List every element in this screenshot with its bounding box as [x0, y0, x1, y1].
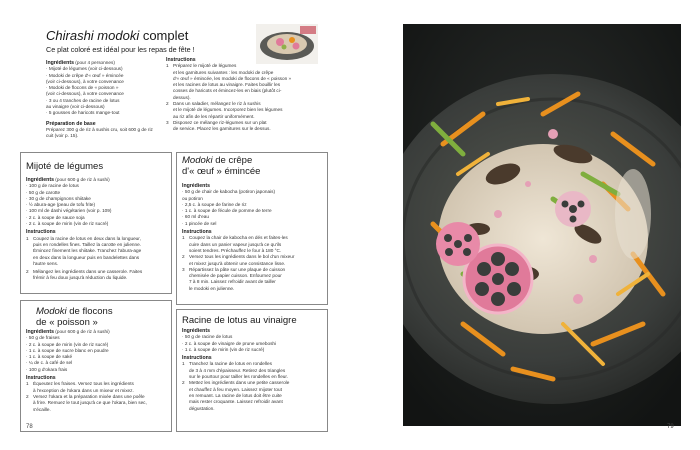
- list-item: · 1 c. à soupe de saké: [26, 354, 73, 360]
- list-item: 2 Mettez les ingrédients dans une petite casserole et chauffez à feu moyen. Laissez mijoter tout en remuant. La racine de lotus doit être cuite mais rester croquante. Laissez refroidir avant dégustation.: [182, 380, 290, 411]
- food-photo: [403, 24, 681, 426]
- list-item: · Mijoté de légumes (voir ci-dessous): [46, 66, 123, 72]
- recipe-subtitle: Ce plat coloré est idéal pour les repas de fête !: [46, 45, 195, 54]
- list-item: · 60 ml d'eau: [182, 214, 209, 220]
- list-item: ou potiron: [182, 195, 203, 201]
- list-item: (voir ci-dessous), à votre convenance: [46, 91, 124, 97]
- crepe-instructions-heading: Instructions: [182, 229, 212, 236]
- list-item: 1 Coupez la chair de kabocha en dés et faites-les cuire dans un panier vapeur jusqu'à ce qu'ils soient tendres. Préchauffez le four à 180 °C.: [182, 235, 288, 253]
- list-item: 3 Disposez ce mélange riz-légumes sur un plat de service. Placez les garnitures sur le dessus.: [166, 119, 271, 132]
- mijote-instructions-heading: Instructions: [26, 229, 56, 236]
- main-ingredient-list: [46, 66, 161, 116]
- list-item: · 2 c. à soupe de sauce soja: [26, 214, 85, 220]
- list-item: au vinaigre (voir ci-dessous): [46, 104, 105, 110]
- flocons-title-line2: de « poisson »: [36, 317, 98, 328]
- list-item: · 2 c. à soupe de mirin (vin de riz sucré): [26, 221, 109, 227]
- title-rest: complet: [139, 28, 189, 43]
- list-item: · ¼ de c. à café de sel: [26, 360, 73, 366]
- list-item: 1 Équeutez les fraises. Versez tous les ingrédients à l'exception de l'okara dans un mixeur et mixez.: [26, 381, 134, 393]
- recipe-title: [46, 28, 188, 43]
- prep-text: Préparez 300 g de riz à sushis cru, soit 600 g de riz: [46, 126, 153, 132]
- mijote-ingredients-heading: Ingrédients: [26, 177, 54, 183]
- lotus-instructions-heading: Instructions: [182, 355, 212, 362]
- list-item: · 100 ml de dashi végétarien (voir p. 109): [26, 208, 112, 214]
- lotus-ingredient-list: [182, 334, 322, 353]
- list-item: · 50 g de carotte: [26, 189, 61, 195]
- list-item: · 1 c. à soupe de fécule de pomme de terre: [182, 208, 272, 214]
- main-instruction-list: [166, 63, 326, 132]
- list-item: · 100 g d'okara frais: [26, 366, 68, 372]
- list-item: 1 Coupez la racine de lotus en deux dans la longueur, puis en rondelles fines. Taillez la carotte en julienne. Émincez finement les shiitake. Tranchez l'abura-age en deux dans la longueur puis en bandelettes dans l'autre sens.: [26, 235, 142, 266]
- flocons-box: [20, 300, 172, 432]
- flocons-ingredients-heading: Ingrédients: [26, 329, 54, 335]
- main-ingredients-heading: Ingrédients: [46, 60, 74, 66]
- main-ingredients-note: (pour 4 personnes): [73, 60, 115, 65]
- list-item: 2 Mélangez les ingrédients dans une casserole. Faites frémir à feu doux jusqu'à réduction du liquide.: [26, 269, 143, 281]
- list-item: · 50 g de racine de lotus: [182, 334, 233, 340]
- list-item: 2 Versez l'okara et la préparation mixée dans une poêle à frire. Remuez le tout jusqu'à ce que l'okara, bien sec, s'écaille.: [26, 393, 147, 412]
- list-item: · ½ abura-age (peau de tofu frite): [26, 202, 96, 208]
- lotus-box: [176, 309, 328, 432]
- list-item: · Modoki de crêpe d'« œuf » émincée: [46, 72, 124, 78]
- list-item: · Modoki de flocons de « poisson »: [46, 85, 119, 91]
- list-item: 1 Préparez le mijoté de légumes et les garnitures suivantes : les modoki de crêpe d'« œuf » émincée, les modoki de flocons de « poisson » et les racines de lotus au vinaigre. Faites bouillir les cosses de haricots et émincez-les en biais (plutôt ci- dessus).: [166, 63, 292, 100]
- list-item: · 2,5 c. à soupe de farine de riz: [182, 201, 247, 207]
- flocons-ingredient-list: [26, 335, 166, 373]
- list-item: (voir ci-dessous), à votre convenance: [46, 78, 124, 84]
- crepe-ingredient-list: [182, 189, 322, 227]
- list-item: · 2 c. à soupe de mirin (vin de riz sucré): [26, 341, 109, 347]
- main-instructions: [166, 57, 326, 133]
- mijote-box: [20, 152, 172, 294]
- lotus-instruction-list: [182, 361, 322, 411]
- list-item: · 50 g de chair de kabocha (potiron japonais): [182, 189, 276, 195]
- main-ingredients: [46, 60, 161, 140]
- flocons-instruction-list: [26, 381, 166, 412]
- page-number-right: 79: [667, 424, 674, 430]
- list-item: 2 Versez tous les ingrédients dans le bol d'un mixeur et mixez jusqu'à obtenir une consistance lisse.: [182, 254, 295, 266]
- main-instructions-heading: Instructions: [166, 57, 196, 63]
- crepe-title: Modoki de crêpe: [182, 155, 253, 166]
- mijote-instruction-list: [26, 236, 166, 282]
- mijote-ingredients-note: (pour 600 g de riz à sushi): [53, 177, 110, 182]
- list-item: · 1 c. à soupe de mirin (vin de riz sucré): [182, 346, 265, 352]
- lotus-ingredients-heading: Ingrédients: [182, 328, 210, 334]
- flocons-instructions-heading: Instructions: [26, 375, 56, 382]
- list-item: · 3 ou 4 tranches de racine de lotus: [46, 97, 120, 103]
- prep-text: cuit (voir p. 15).: [46, 133, 79, 139]
- prep-heading: Préparation de base: [46, 120, 96, 127]
- list-item: · 100 g de racine de lotus: [26, 183, 79, 189]
- list-item: · 5 gousses de haricots mange-tout: [46, 110, 120, 116]
- title-italic: Chirashi modoki: [46, 28, 140, 43]
- crepe-instruction-list: [182, 235, 322, 292]
- list-item: · 50 g de fraises: [26, 335, 60, 341]
- crepe-box: [176, 152, 328, 305]
- crepe-title-line2: d'« œuf » émincée: [182, 166, 261, 177]
- list-item: · 2 c. à soupe de vinaigre de prune umeboshi: [182, 340, 277, 346]
- flocons-title: Modoki de flocons: [36, 306, 113, 317]
- list-item: 2 Dans un saladier, mélangez le riz à sushis et le mijoté de légumes. Incorporez bien les légumes au riz afin de les répartir uniformément.: [166, 101, 283, 119]
- page-number-left: 78: [26, 424, 33, 430]
- mijote-ingredient-list: [26, 183, 166, 227]
- list-item: · 30 g de champignons shiitake: [26, 195, 91, 201]
- crepe-ingredients-heading: Ingrédients: [182, 183, 210, 189]
- list-item: 3 Répartissez la pâte sur une plaque de cuisson chemisée de papier cuisson. Enfournez pour 7 à 8 min. Laissez refroidir avant de tailler le modoki en julienne.: [182, 266, 286, 291]
- list-item: 1 Tranchez la racine de lotus en rondelles de 3 à 4 mm d'épaisseur. Retirez des triangles sur le pourtour pour tailler les rondelles en fleur.: [182, 361, 289, 380]
- mijote-title: Mijoté de légumes: [26, 161, 104, 172]
- flocons-ingredients-note: (pour 600 g de riz à sushi): [53, 329, 110, 334]
- lotus-title: Racine de lotus au vinaigre: [182, 315, 297, 326]
- list-item: · 1 pincée de sel: [182, 220, 217, 226]
- list-item: · 1 c. à soupe de sucre blanc en poudre: [26, 347, 109, 353]
